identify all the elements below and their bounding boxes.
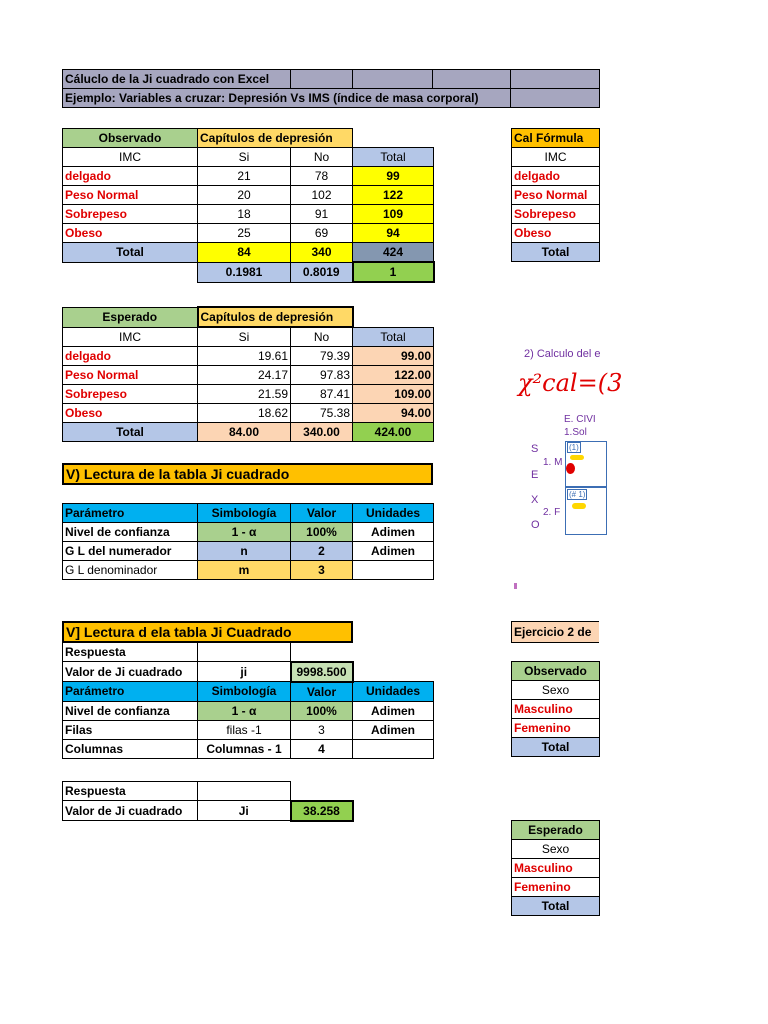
letter-e: E — [531, 469, 539, 481]
cell-total: 94 — [353, 224, 434, 243]
col-imc: IMC — [63, 327, 198, 347]
total-si: 84.00 — [198, 423, 291, 442]
letter-o: O — [531, 519, 540, 531]
section2-table — [62, 642, 434, 759]
param-symbol: 1 - α — [198, 523, 291, 542]
total-label: Total — [63, 423, 198, 442]
param-value: 3 — [291, 561, 353, 580]
param-label: Columnas — [63, 739, 198, 758]
valor-ji-label: Valor de Ji cuadrado — [63, 662, 198, 682]
cell-no: 75.38 — [291, 404, 353, 423]
cell-si: 25 — [198, 224, 291, 243]
param-unit — [353, 739, 434, 758]
cell-si: 21.59 — [198, 385, 291, 404]
total-no: 340 — [291, 243, 353, 263]
observado2-col: Sexo — [512, 681, 600, 700]
cell-no: 91 — [291, 205, 353, 224]
param-value: 3 — [291, 720, 353, 739]
row-label: delgado — [63, 167, 198, 186]
hdr-simbologia: Simbología — [198, 682, 291, 702]
observado2-table — [511, 661, 600, 757]
param-label: Nivel de confianza — [63, 523, 198, 542]
cell-no: 102 — [291, 186, 353, 205]
cal-formula-table — [511, 128, 600, 262]
col-no: No — [291, 148, 353, 167]
cal-formula-label: Cal Fórmula — [512, 129, 600, 148]
total-label: Total — [63, 243, 198, 263]
col-imc: IMC — [63, 148, 198, 167]
cell-si: 24.17 — [198, 366, 291, 385]
cell-total: 99 — [353, 167, 434, 186]
observado-label: Observado — [63, 129, 198, 148]
total-total: 424 — [353, 243, 434, 263]
valor-ji-value: 9998.500 — [291, 662, 353, 682]
param-symbol: 1 - α — [198, 701, 291, 720]
cell-total: 109.00 — [353, 385, 434, 404]
label-m: 1. M — [543, 457, 563, 468]
param-symbol: filas -1 — [198, 720, 291, 739]
cell-no: 79.39 — [291, 347, 353, 366]
pink-mark — [514, 583, 517, 589]
yellow-dots-2 — [572, 503, 586, 509]
param-unit: Adimen — [353, 701, 434, 720]
cell-total: 122 — [353, 186, 434, 205]
title-table — [62, 69, 600, 108]
param-value: 100% — [291, 523, 353, 542]
esperado2-col: Sexo — [512, 840, 600, 859]
param-value: 4 — [291, 739, 353, 758]
note-line-1: 2) Calculo del e — [524, 348, 601, 360]
chi-formula: χ²cal=(3 — [518, 369, 623, 397]
col-total: Total — [353, 327, 434, 347]
observado2-total: Total — [512, 738, 600, 757]
param-symbol: Columnas - 1 — [198, 739, 291, 758]
handwritten-note-image — [512, 345, 623, 545]
cal-row: Sobrepeso — [512, 205, 600, 224]
cal-row: delgado — [512, 167, 600, 186]
row-label: delgado — [63, 347, 198, 366]
cal-total: Total — [512, 243, 600, 262]
box-cell-2-tag: (# 1) — [569, 490, 586, 499]
cell-si: 18 — [198, 205, 291, 224]
esperado2-row: Masculino — [512, 859, 600, 878]
cal-row: Peso Normal — [512, 186, 600, 205]
section1-table — [62, 503, 434, 580]
valor-ji-value: 38.258 — [291, 801, 353, 821]
col-total: Total — [353, 148, 434, 167]
hdr-parametro: Parámetro — [63, 504, 198, 523]
esperado2-row: Femenino — [512, 878, 600, 897]
esperado-table — [62, 306, 434, 442]
cell-si: 20 — [198, 186, 291, 205]
row-label: Sobrepeso — [63, 385, 198, 404]
title-row-1: Cáluclo de la Ji cuadrado con Excel — [63, 70, 291, 89]
valor-ji-symbol: Ji — [198, 801, 291, 821]
esperado-label: Esperado — [63, 307, 198, 327]
valor-ji-label: Valor de Ji cuadrado — [63, 801, 198, 821]
param-symbol: m — [198, 561, 291, 580]
param-unit: Adimen — [353, 523, 434, 542]
letter-x: X — [531, 494, 539, 506]
param-unit: Adimen — [353, 720, 434, 739]
cell-total: 99.00 — [353, 347, 434, 366]
title-row-2: Ejemplo: Variables a cruzar: Depresión Vs IMS (índice de masa corporal) — [63, 89, 511, 108]
letter-s: S — [531, 443, 539, 455]
section3-table — [62, 781, 354, 822]
cell-no: 87.41 — [291, 385, 353, 404]
total-total: 424.00 — [353, 423, 434, 442]
observado-table — [62, 128, 435, 283]
prop-total: 1 — [353, 262, 434, 282]
col-si: Si — [198, 148, 291, 167]
esperado2-label: Esperado — [512, 821, 600, 840]
esperado2-table — [511, 820, 600, 916]
valor-ji-symbol: ji — [198, 662, 291, 682]
hdr-valor: Valor — [291, 682, 353, 702]
respuesta-label: Respuesta — [63, 643, 198, 662]
param-unit: Adimen — [353, 542, 434, 561]
col-no: No — [291, 327, 353, 347]
row-label: Peso Normal — [63, 366, 198, 385]
prop-si: 0.1981 — [198, 262, 291, 282]
esperado2-total: Total — [512, 897, 600, 916]
observado2-row: Femenino — [512, 719, 600, 738]
cell-total: 109 — [353, 205, 434, 224]
hdr-valor: Valor — [291, 504, 353, 523]
cell-si: 21 — [198, 167, 291, 186]
hdr-unidades: Unidades — [353, 682, 434, 702]
param-unit — [353, 561, 434, 580]
yellow-dots-1 — [570, 455, 584, 460]
param-label: Nivel de confianza — [63, 701, 198, 720]
respuesta-label: Respuesta — [63, 782, 198, 801]
col-si: Si — [198, 327, 291, 347]
cal-row: Obeso — [512, 224, 600, 243]
cell-si: 19.61 — [198, 347, 291, 366]
total-si: 84 — [198, 243, 291, 263]
param-symbol: n — [198, 542, 291, 561]
cell-no: 97.83 — [291, 366, 353, 385]
row-label: Sobrepeso — [63, 205, 198, 224]
param-value: 100% — [291, 701, 353, 720]
box-cell-1-tag: (1) — [569, 443, 579, 452]
note-line-2: E. CIVI — [564, 414, 596, 425]
cell-total: 122.00 — [353, 366, 434, 385]
row-label: Peso Normal — [63, 186, 198, 205]
section2-heading: V] Lectura d ela tabla Ji Cuadrado — [62, 621, 353, 643]
param-value: 2 — [291, 542, 353, 561]
param-label: Filas — [63, 720, 198, 739]
cal-col-imc: IMC — [512, 148, 600, 167]
observado-group-header: Capítulos de depresión — [198, 129, 353, 148]
prop-no: 0.8019 — [291, 262, 353, 282]
section1-heading: V) Lectura de la tabla Ji cuadrado — [62, 463, 433, 485]
hdr-unidades: Unidades — [353, 504, 434, 523]
esperado-group-header: Capítulos de depresión — [198, 307, 353, 327]
cell-total: 94.00 — [353, 404, 434, 423]
red-blob — [566, 463, 575, 474]
row-label: Obeso — [63, 404, 198, 423]
observado2-label: Observado — [512, 662, 600, 681]
hdr-simbologia: Simbología — [198, 504, 291, 523]
cell-no: 69 — [291, 224, 353, 243]
cell-no: 78 — [291, 167, 353, 186]
ejercicio2-label: Ejercicio 2 de — [511, 621, 599, 643]
hdr-parametro: Parámetro — [63, 682, 198, 702]
note-line-3: 1.Sol — [564, 427, 587, 438]
total-no: 340.00 — [291, 423, 353, 442]
param-label: G L denominador — [63, 561, 198, 580]
label-f: 2. F — [543, 507, 561, 518]
row-label: Obeso — [63, 224, 198, 243]
cell-si: 18.62 — [198, 404, 291, 423]
observado2-row: Masculino — [512, 700, 600, 719]
param-label: G L del numerador — [63, 542, 198, 561]
